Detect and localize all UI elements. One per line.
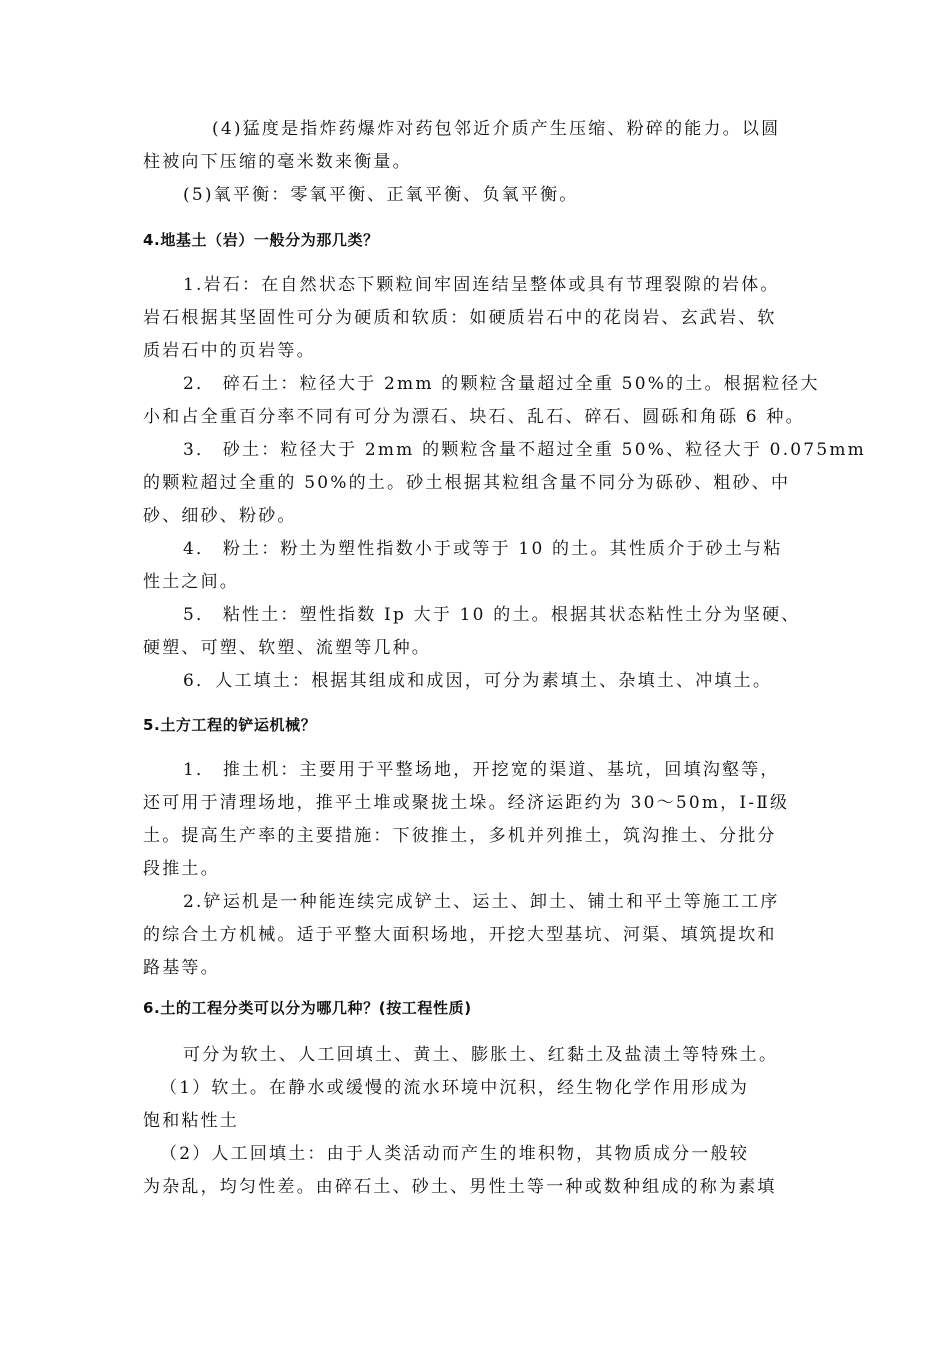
text-line: 可分为软土、人工回填土、黄土、膨胀土、红黏土及盐渍土等特殊土。 bbox=[183, 1045, 779, 1065]
text-line: 1.岩石：在自然状态下颗粒间牢固连结呈整体或具有节理裂隙的岩体。 bbox=[183, 275, 780, 295]
text-line: 6．人工填土：根据其组成和成因，可分为素填土、杂填土、冲填土。 bbox=[183, 671, 773, 691]
text-line: (5)氧平衡：零氧平衡、正氧平衡、负氧平衡。 bbox=[183, 185, 579, 205]
section-heading: 5.土方工程的铲运机械？ bbox=[143, 716, 317, 734]
text-line: 饱和粘性土 bbox=[143, 1111, 239, 1131]
text-line: 4． 粉土：粉土为塑性指数小于或等于 10 的土。其性质介于砂土与粘 bbox=[183, 539, 783, 559]
text-line: 还可用于清理场地，推平土堆或聚拢土垛。经济运距约为 30～50m，Ⅰ-Ⅱ级 bbox=[143, 793, 790, 813]
text-line: 2． 碎石土：粒径大于 2mm 的颗粒含量超过全重 50%的土。根据粒径大 bbox=[183, 374, 820, 394]
text-line: 的颗粒超过全重的 50%的土。砂土根据其粒组含量不同分为砾砂、粗砂、中 bbox=[143, 473, 791, 493]
text-line: 的综合土方机械。适于平整大面积场地，开挖大型基坑、河渠、填筑提坎和 bbox=[143, 925, 777, 945]
text-line: 硬塑、可塑、软塑、流塑等几种。 bbox=[143, 638, 431, 658]
text-line: 小和占全重百分率不同有可分为漂石、块石、乱石、碎石、圆砾和角砾 6 种。 bbox=[143, 407, 805, 427]
section-heading: 4.地基土（岩）一般分为那几类？ bbox=[143, 231, 379, 249]
text-line: 土。提高生产率的主要措施：下彼推土，多机并列推土，筑沟推土、分批分 bbox=[143, 826, 777, 846]
text-line: （2）人工回填土：由于人类活动而产生的堆积物，其物质成分一般较 bbox=[160, 1144, 750, 1164]
text-line: 段推土。 bbox=[143, 859, 220, 879]
text-line: 质岩石中的页岩等。 bbox=[143, 341, 316, 361]
text-line: 性土之间。 bbox=[143, 572, 239, 592]
text-line: 路基等。 bbox=[143, 958, 220, 978]
text-line: 砂、细砂、粉砂。 bbox=[143, 506, 297, 526]
text-line: 5． 粘性土：塑性指数 Ip 大于 10 的土。根据其状态粘性土分为坚硬、 bbox=[183, 605, 801, 625]
text-line: (4)猛度是指炸药爆炸对药包邻近介质产生压缩、粉碎的能力。以圆 bbox=[212, 119, 781, 139]
section-heading: 6.土的工程分类可以分为哪几种？(按工程性质) bbox=[143, 999, 472, 1017]
text-line: （1）软土。在静水或缓慢的流水环境中沉积，经生物化学作用形成为 bbox=[160, 1078, 750, 1098]
text-line: 3． 砂土：粒径大于 2mm 的颗粒含量不超过全重 50%、粒径大于 0.075mm bbox=[183, 440, 866, 460]
text-line: 2.铲运机是一种能连续完成铲土、运土、卸土、铺土和平土等施工工序 bbox=[183, 892, 780, 912]
text-line: 岩石根据其坚固性可分为硬质和软质：如硬质岩石中的花岗岩、玄武岩、软 bbox=[143, 308, 777, 328]
text-line: 为杂乱，均匀性差。由碎石土、砂土、男性土等一种或数种组成的称为素填 bbox=[143, 1177, 777, 1197]
text-line: 1． 推土机：主要用于平整场地，开挖宽的渠道、基坑，回填沟壑等， bbox=[183, 760, 780, 780]
text-line: 柱被向下压缩的毫米数来衡量。 bbox=[143, 152, 412, 172]
